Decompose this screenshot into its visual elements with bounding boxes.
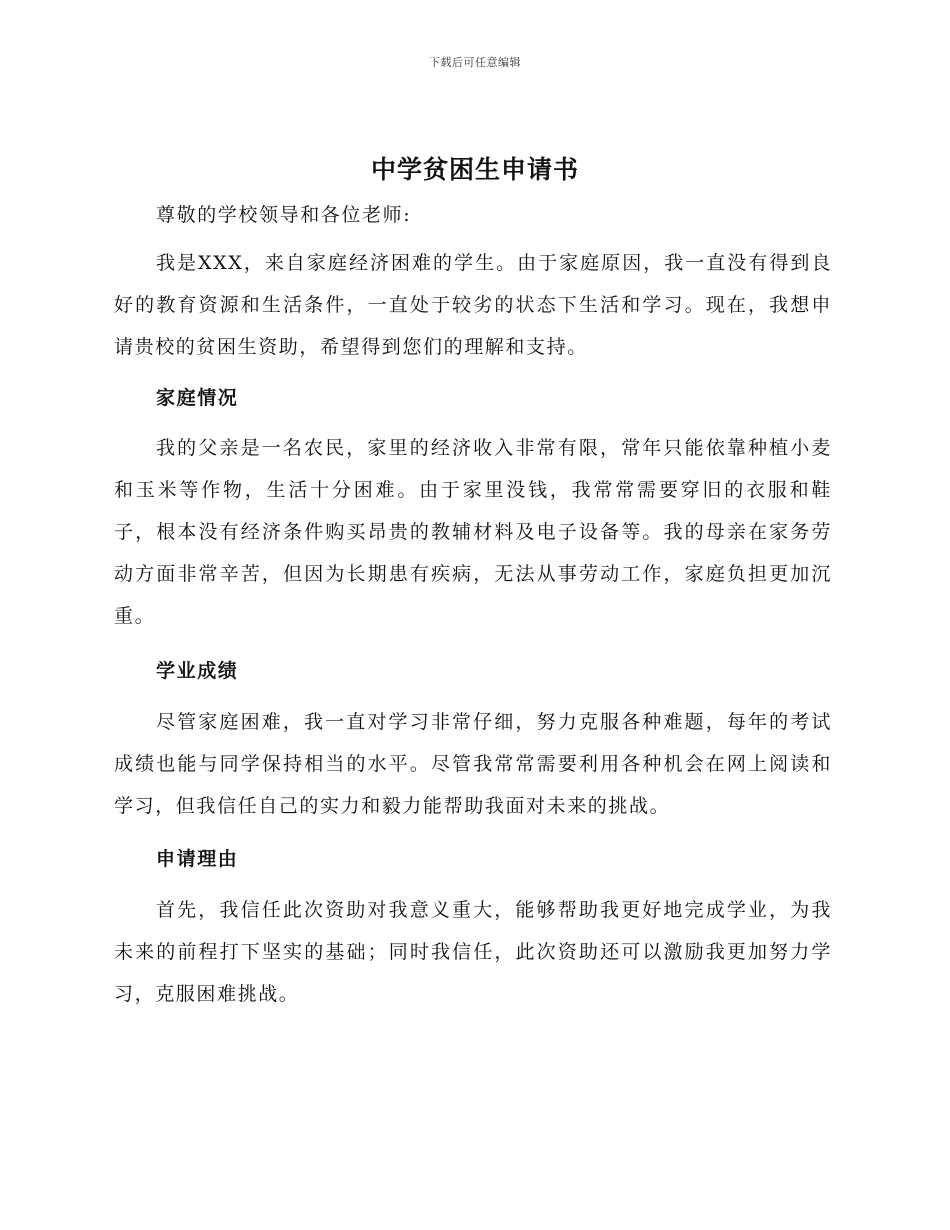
section-paragraph-academics: 尽管家庭困难，我一直对学习非常仔细，努力克服各种难题，每年的考试成绩也能与同学保持相当的水平。尽管我常常需要利用各种机会在网上阅读和学习，但我信任自己的实力和毅力能帮助我面对未来的挑战。 bbox=[114, 711, 832, 817]
intro-paragraph: 我是XXX，来自家庭经济困难的学生。由于家庭原因，我一直没有得到良好的教育资源和生活条件，一直处于较劣的状态下生活和学习。现在，我想申请贵校的贫困生资助，希望得到您们的理解和支持。 bbox=[114, 252, 832, 358]
section-heading-family: 家庭情况 bbox=[156, 387, 239, 409]
section-heading-reason: 申请理由 bbox=[156, 848, 239, 870]
document-title: 中学贫困生申请书 bbox=[370, 155, 579, 184]
salutation: 尊敬的学校领导和各位老师: bbox=[156, 204, 412, 226]
section-paragraph-reason: 首先，我信任此次资助对我意义重大，能够帮助我更好地完成学业，为我未来的前程打下坚实的基础；同时我信任，此次资助还可以激励我更加努力学习，克服困难挑战。 bbox=[114, 899, 832, 1005]
section-heading-academics: 学业成绩 bbox=[156, 660, 239, 682]
page-header-note: 下载后可任意编辑 bbox=[429, 56, 521, 69]
section-paragraph-family: 我的父亲是一名农民，家里的经济收入非常有限，常年只能依靠种植小麦和玉米等作物，生活十分困难。由于家里没钱，我常常需要穿旧的衣服和鞋子，根本没有经济条件购买昂贵的教辅材料及电子设备等。我的母亲在家务劳动方面非常辛苦，但因为长期患有疾病，无法从事劳动工作，家庭负担更加沉重。 bbox=[114, 437, 832, 627]
